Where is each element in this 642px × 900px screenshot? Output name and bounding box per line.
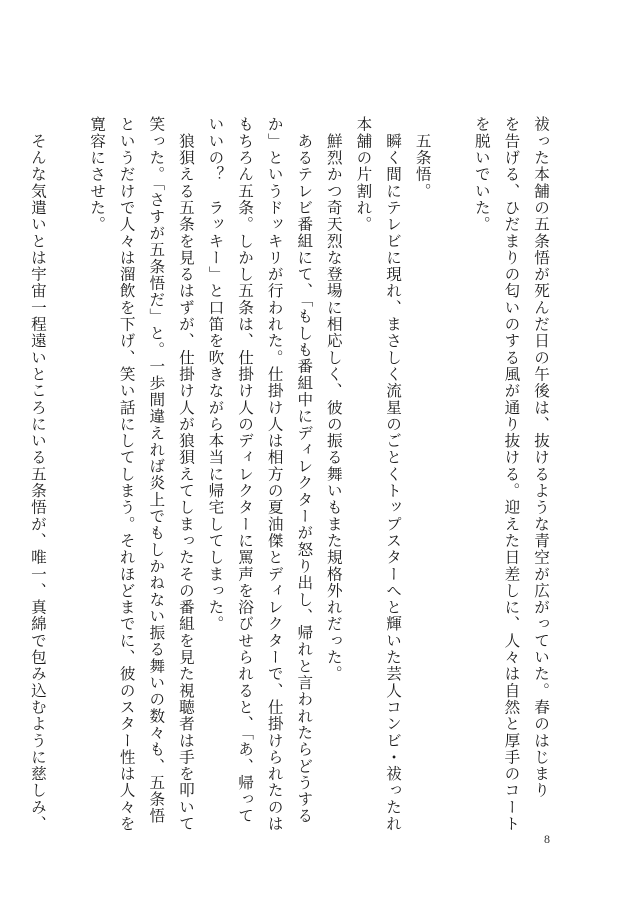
text-line: 瞬く間にテレビに現れ、まさしく流星のごとくトップスターへと輝いた芸人コンビ・祓ったれ (384, 116, 403, 832)
text-line: というだけで人々は溜飲を下げ、笑い話にしてしまう。それほどまでに、彼のスター性は人々を (117, 116, 136, 832)
text-line: か」というドッキリが行われた。仕掛け人は相方の夏油傑とディレクターで、仕掛けられたのは (265, 116, 284, 832)
text-line: いいの？ ラッキー」と口笛を吹きながら本当に帰宅してしまった。 (206, 116, 225, 633)
text-line: 祓った本舗の五条悟が死んだ日の午後は、抜けるような青空が広がっていた。春のはじまり (532, 116, 550, 799)
body-text (22, 116, 555, 832)
text-line: そんな気遣いとは宇宙一程遠いところにいる五条悟が、唯一、真綿で包み込むように慈しみ、 (28, 116, 47, 832)
text-line (437, 116, 467, 832)
text-line: 寛容にさせた。 (88, 116, 107, 233)
text-line: 本舗の片割れ。 (354, 116, 373, 233)
text-line: 笑った。「さすが五条悟だ」と。一歩間違えれば炎上でもしかねない振る舞いの数々も、五条悟 (147, 116, 166, 825)
text-line: を告げる、ひだまりの匂いのする風が通り抜ける。迎えた日差しに、人々は自然と厚手のコート (502, 116, 521, 832)
text-line: 狼狽える五条を見るはずが、仕掛け人が狼狽えてしまったその番組を見た視聴者は手を叩いて (176, 116, 195, 832)
text-line: もちろん五条。しかし五条は、仕掛け人のディレクターに罵声を浴びせられると、「あ、帰って (236, 116, 255, 825)
text-line: 鮮烈かつ奇天烈な登場に相応しく、彼の振る舞いもまた規格外れだった。 (324, 116, 343, 683)
text-line: あるテレビ番組にて、「もしも番組中にディレクターが怒り出し、帰れと言われたらどうする (295, 116, 314, 825)
text-line (52, 116, 82, 832)
page-number: 8 (544, 832, 550, 846)
text-line: を脱いでいた。 (472, 116, 491, 233)
text-line: 五条悟。 (413, 116, 432, 200)
